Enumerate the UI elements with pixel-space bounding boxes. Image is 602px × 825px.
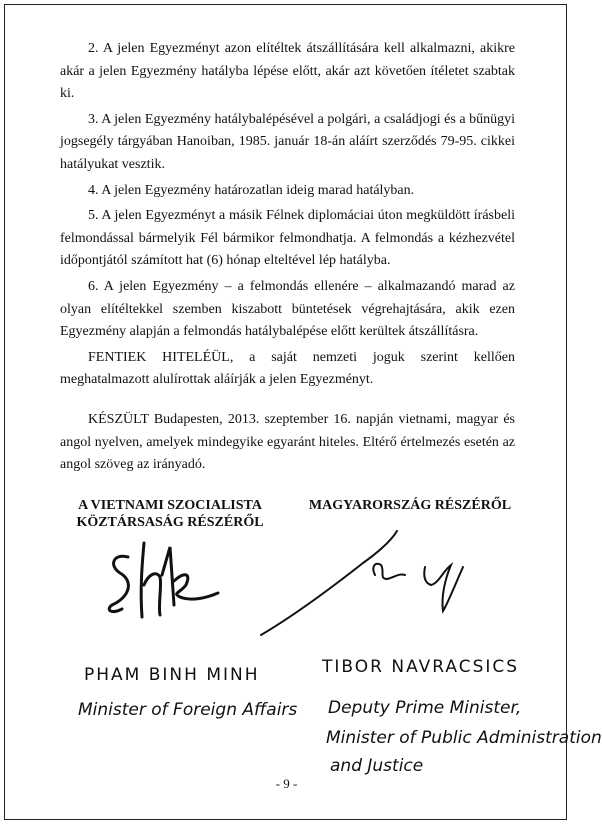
- paragraph-article-5: 5. A jelen Egyezményt a másik Félnek diplomáciai úton megküldött írásbeli felmondással bármelyik Fél bármikor felmondhatja. A felmondás a kézhezvétel időpontjától számított hat (6) hónap elteltével lép hatályba.: [60, 208, 515, 269]
- treaty-text-body: [60, 38, 515, 480]
- left-signatory-name: PHAM BINH MINH: [84, 665, 260, 685]
- right-signatory-title-line-3: and Justice: [330, 756, 424, 776]
- left-signature: [100, 535, 230, 630]
- page-number: - 9 -: [275, 776, 298, 791]
- left-signatory-heading: A VIETNAMI SZOCIALISTA KÖZTÁRSASÁG RÉSZÉRŐL: [76, 498, 264, 530]
- paragraph-article-6: 6. A jelen Egyezmény – a felmondás ellenére – alkalmazandó marad az olyan elítéltekkel szemben kiszabott büntetések végrehajtására, akik ezen Egyezmény alapján a felmondás hatálybalépése előtt kerültek átszállításra.: [60, 278, 515, 340]
- paragraph-article-3: 3. A jelen Egyezmény hatálybalépésével a polgári, a családjogi és a bűnügyi jogsegély tárgyában Hanoiban, 1985. január 18-án aláírt szerződés 79-95. cikkei hatályukat vesztik.: [60, 111, 515, 172]
- right-signatory-heading: MAGYARORSZÁG RÉSZÉRŐL: [308, 498, 512, 513]
- paragraph-article-2: 2. A jelen Egyezményt azon elítéltek átszállítására kell alkalmazni, akikre akár a jelen Egyezmény hatályba lépése előtt, akár azt követően ítéletet szabtak ki.: [60, 41, 515, 102]
- right-signatory-title-line-2: Minister of Public Administration: [326, 728, 602, 748]
- right-signatory-title-line-1: Deputy Prime Minister,: [328, 698, 522, 718]
- left-signatory-title: Minister of Foreign Affairs: [78, 700, 298, 720]
- right-signature: [255, 515, 470, 645]
- right-signatory-name: TIBOR NAVRACSICS: [322, 657, 520, 677]
- paragraph-article-4: 4. A jelen Egyezmény határozatlan ideig marad hatályban.: [88, 182, 415, 198]
- paragraph-witness: FENTIEK HITELÉÜL, a saját nemzeti joguk szerint kellően meghatalmazott alulírottak aláírják a jelen Egyezményt.: [60, 349, 515, 388]
- paragraph-done-at: KÉSZÜLT Budapesten, 2013. szeptember 16. napján vietnami, magyar és angol nyelven, amelyek mindegyike egyaránt hiteles. Eltérő értelmezés esetén az angol szöveg az irányadó.: [60, 411, 515, 473]
